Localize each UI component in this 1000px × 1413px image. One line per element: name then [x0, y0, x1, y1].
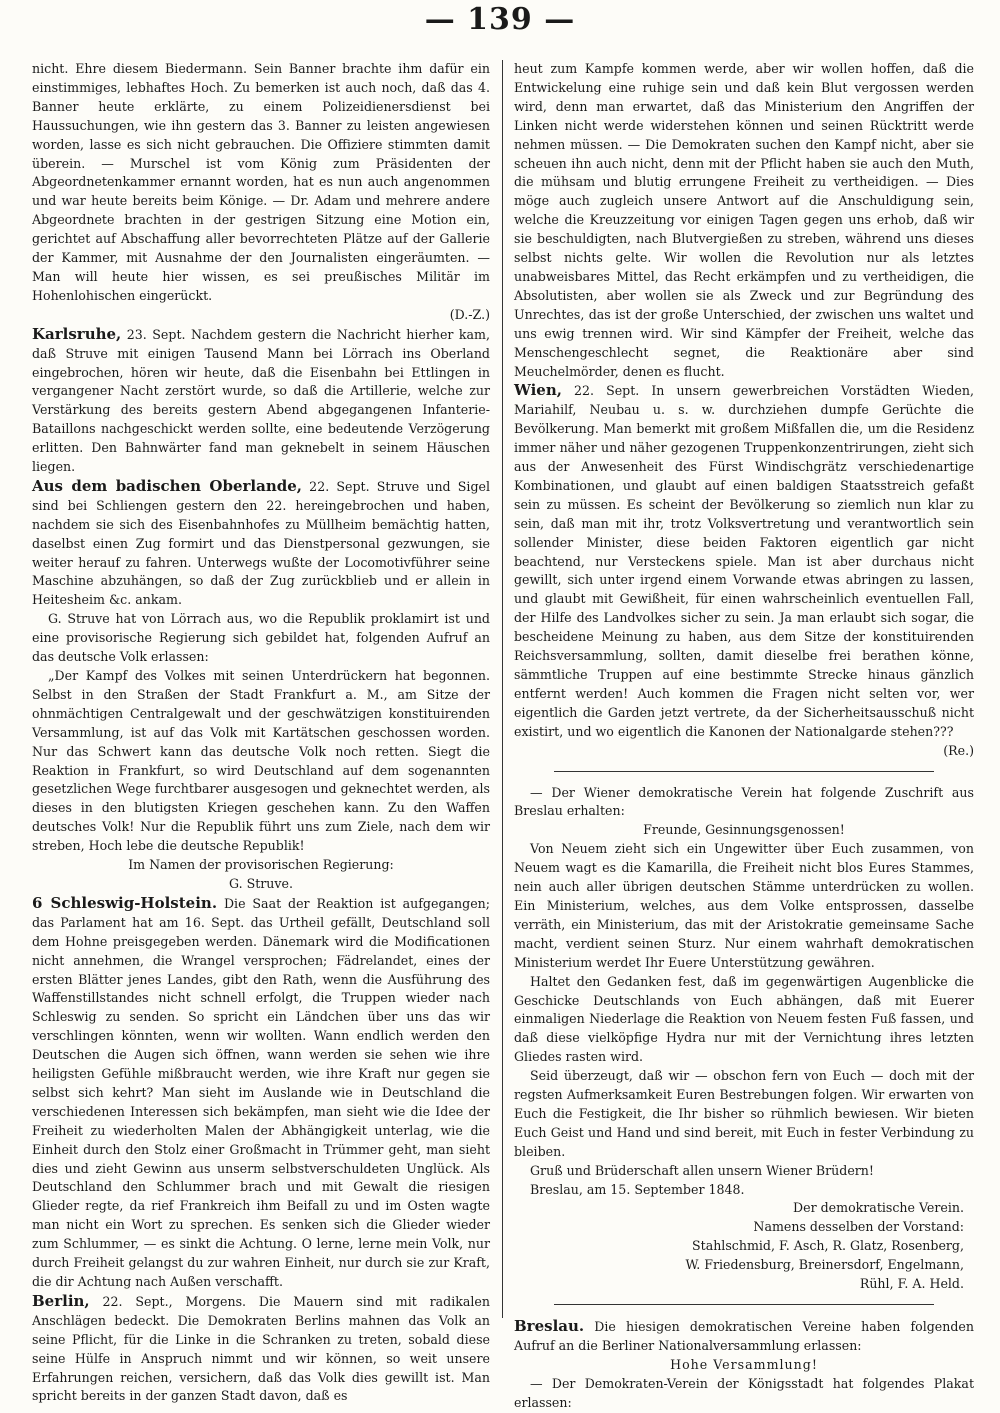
- article-paragraph: [514, 60, 974, 381]
- paragraph-text: Rühl, F. A. Held.: [859, 1276, 964, 1292]
- paragraph-text: heut zum Kampfe kommen werde, aber wir wollen hoffen, daß die Entwickelung eine ruhige sein und daß kein Blut vergossen werden wird, denn man erwartet, daß das Ministerium den Angriffen der Linken nicht werde widerstehen können und seinen Rücktritt werde nehmen müssen. — Die Demokraten suchen den Kampf nicht, aber sie scheuen ihn auch nicht, denn mit der Pflicht haben sie auch den Muth, die mühsam und blutig errungene Freiheit zu vertheidigen. — Dies möge auch zugleich unsere Antwort auf die Anschuldigung sein, welche die Kreuzzeitung vor einigen Tagen gegen uns erhob, daß wir sie beschuldigten, nach Blutvergießen zu streben, während uns dieses selbst nichts gelte. Wir wollen die Revolution nur als letztes unabweisbares Mittel, das Recht erkämpfen und zu vertheidigen, die Absolutisten, aber wollen sie als Zweck und zur Begründung des Unrechtes, das ist der große Unterschied, der zwischen uns waltet und uns ewig trennen wird. Wir sind Kämpfer der Freiheit, welche das Menschengeschlecht segnet, die Reaktionäre aber sind Meuchelmörder, denen es flucht.: [514, 61, 974, 379]
- article-paragraph: [32, 477, 490, 610]
- column-divider: [502, 60, 503, 1318]
- paragraph-text: Freunde, Gesinnungsgenossen!: [643, 822, 845, 838]
- article-paragraph: [514, 1356, 974, 1375]
- article-dateline: Karlsruhe,: [32, 324, 122, 343]
- article-paragraph: [32, 306, 490, 325]
- paragraph-text: G. Struve hat von Lörrach aus, wo die Republik proklamirt ist und eine provisorische Regierung sich gebildet hat, folgenden Aufruf an das deutsche Volk erlassen:: [32, 611, 490, 665]
- paragraph-text: G. Struve.: [228, 875, 293, 891]
- paragraph-text: 22. Sept. In unsern gewerbreichen Vorstädten Wieden, Mariahilf, Neubau u. s. w. durchziehen dumpfe Gerüchte die Bevölkerung. Man bemerkt mit großem Mißfallen die, um die Residenz immer näher und näher gezogenen Truppenkonzentrirungen, zieht sich aus der Anwesenheit des Fürst Windischgrätz verschiedenartige Kombinationen, und glaubt auf einen baldigen Staatsstreich gefaßt sein zu müssen. Es scheint der Bevölkerung so ziemlich nun klar zu sein, daß man mit ihr, trotz Volksvertretung und verantwortlich sein sollender Minister, diese beiden Faktoren eigentlich gar nicht beachtend, nur Versteckens spiele. Man ist aber durchaus nicht gewillt, sich unter irgend einem Vorwande etwas abringen zu lassen, und glaubt mit Gewißheit, für einen wahrscheinlich eventuellen Fall, der Hilfe des Landvolkes sicher zu sein. Ja man erlaubt sich sogar, die bescheidene Meinung zu haben, aus dem Sitze der konstituirenden Reichsversammlung, sollten, damit dieselbe frei berathen könne, sämmtliche Truppen auf eine bestimmte Strecke hinaus gänzlich entfernt werden! Auch kommen die Fragen nicht selten vor, wer eigentlich die Garden jetzt vertrete, da der Sicherheitsausschuß nicht existirt, und wo eigentlich die Kanonen der Nationalgarde stehen???: [514, 383, 974, 739]
- article-paragraph: [514, 973, 974, 1068]
- article-paragraph: [514, 1256, 974, 1275]
- article-dateline: Aus dem badischen Oberlande,: [32, 476, 302, 495]
- paragraph-text: Von Neuem zieht sich ein Ungewitter über Euch zusammen, von Neuem wagt es die Kamarilla, die Freiheit nicht blos Eures Stammes, nein auch aller übrigen deutschen Stämme unterdrücken zu wollen. Ein Ministerium, welches, aus dem Volke entsprossen, dasselbe verräth, ein Ministerium, das mit der Aristokratie gemeinsame Sache macht, verdient seinen Sturz. Nur einem wahrhaft demokratischen Ministerium werdet Ihr Euere Unterstützung gewähren.: [514, 841, 974, 970]
- article-paragraph: [32, 325, 490, 477]
- article-paragraph: [514, 1162, 974, 1181]
- article-paragraph: [514, 840, 974, 972]
- paragraph-text: (Re.): [943, 742, 974, 758]
- article-paragraph: [514, 784, 974, 822]
- paragraph-text: Breslau, am 15. September 1848.: [530, 1181, 745, 1197]
- article-paragraph: [32, 667, 490, 856]
- article-paragraph: [514, 821, 974, 840]
- paragraph-text: 22. Sept. Struve und Sigel sind bei Schliengen gestern den 22. hereingebrochen und haben, nachdem sie sich des Eisenbahnhofes zu Müllheim bemächtig hatten, daselbst einen Zug formirt und das Dienstpersonal gezwungen, sie weiter herauf zu fahren. Unterwegs wußte der Locomotivführer seine Maschine abzuhängen, so daß der Zug zurückblieb und er allein in Heitesheim &c. ankam.: [32, 478, 490, 608]
- article-paragraph: [32, 894, 490, 1292]
- paragraph-text: — Der Wiener demokratische Verein hat folgende Zuschrift aus Breslau erhalten:: [514, 784, 974, 819]
- paragraph-text: (D.-Z.): [449, 306, 490, 322]
- article-paragraph: [514, 1067, 974, 1162]
- article-paragraph: [32, 875, 490, 894]
- section-separator: [554, 771, 934, 772]
- left-column: [32, 60, 490, 1406]
- paragraph-text: Stahlschmid, F. Asch, R. Glatz, Rosenberg,: [692, 1238, 964, 1254]
- paragraph-text: 23. Sept. Nachdem gestern die Nachricht hierher kam, daß Struve mit einigen Tausend Mann bei Lörrach ins Oberland eingebrochen, hören wir heute, daß die Eisenbahn bei Ettlingen in vergangener Nacht zerstört wurde, so daß die Artillerie, welche zur Verstärkung des bereits gestern Abend abgegangenen Infanterie-Bataillons nachgeschickt werden sollte, eine bedeutende Verzögerung erlitten. Den Bahnwärter fand man geknebelt in seinem Häuschen liegen.: [32, 326, 490, 475]
- paragraph-text: Haltet den Gedanken fest, daß im gegenwärtigen Augenblicke die Geschicke Deutschlands von Euch abhängen, daß mit Euerer einmaligen Niederlage die Reaktion von Neuem festen Fuß fassen, und daß diese vielköpfige Hydra nur mit der Vernichtung ihres letzten Gliedes rasten wird.: [514, 973, 974, 1065]
- article-paragraph: [32, 1292, 490, 1406]
- article-paragraph: [514, 381, 974, 741]
- article-dateline: Wien,: [514, 381, 562, 400]
- article-paragraph: [514, 1218, 974, 1237]
- paragraph-text: „Der Kampf des Volkes mit seinen Unterdrückern hat begonnen. Selbst in den Straßen der Stadt Frankfurt a. M., am Sitze der ohnmächtigen Centralgewalt und der geschwätzigen konstituirenden Versammlung, ist auf das Volk mit Kartätschen geschossen worden. Nur das Schwert kann das deutsche Volk noch retten. Siegt die Reaktion in Frankfurt, so wird Deutschland auf dem sogenannten gesetzlichen Wege furchtbarer ausgesogen und geknechtet werden, als dieses in den blutigsten Kriegen geschehen kann. Zu den Waffen deutsches Volk! Nur die Republik führt uns zum Ziele, nach dem wir streben, Hoch lebe die deutsche Republik!: [32, 668, 490, 854]
- right-column: [514, 60, 974, 1413]
- page-number: — 139 —: [424, 2, 576, 37]
- article-dateline: Berlin,: [32, 1291, 90, 1310]
- article-dateline: Breslau.: [514, 1317, 585, 1335]
- paragraph-text: Namens desselben der Vorstand:: [753, 1219, 964, 1235]
- article-paragraph: [32, 856, 490, 875]
- paragraph-text: nicht. Ehre diesem Biedermann. Sein Banner brachte ihm dafür ein einstimmiges, lebhaftes Hoch. Zu bemerken ist auch noch, daß das 4. Banner heute erklärte, zu einem Polizeidienersdienst bei Haussuchungen, wie ihn gestern das 3. Banner zu leisten angewiesen worden, lasse es sich nicht gebrauchen. Die Offiziere stimmten damit überein. — Murschel ist vom König zum Präsidenten der Abgeordnetenkammer ernannt worden, hat es nun auch angenommen und war heute bereits beim Könige. — Dr. Adam und mehrere andere Abgeordnete brachten in der gestrigen Sitzung eine Motion ein, gerichtet auf Abschaffung aller bevorrechteten Plätze auf der Gallerie der Kammer, mit Ausnahme der den Journalisten eingeräumten. — Man will heute hier wissen, es sei preußisches Militär im Hohenlohischen eingerückt.: [32, 61, 490, 303]
- paragraph-text: Der demokratische Verein.: [793, 1200, 964, 1216]
- paragraph-text: Hohe Versammlung!: [670, 1356, 818, 1372]
- paragraph-text: — Der Demokraten-Verein der Königsstadt hat folgendes Plakat erlassen:: [514, 1375, 974, 1410]
- paragraph-text: Im Namen der provisorischen Regierung:: [128, 857, 394, 873]
- article-paragraph: [514, 742, 974, 761]
- article-paragraph: [32, 60, 490, 306]
- article-paragraph: [32, 610, 490, 667]
- paragraph-text: Die hiesigen demokratischen Vereine haben folgenden Aufruf an die Berliner Nationalversammlung erlassen:: [514, 1319, 974, 1353]
- article-paragraph: [514, 1181, 974, 1200]
- paragraph-text: Gruß und Brüderschaft allen unsern Wiener Brüdern!: [530, 1162, 874, 1178]
- article-paragraph: [514, 1375, 974, 1413]
- paragraph-text: Die Saat der Reaktion ist aufgegangen; das Parlament hat am 16. Sept. das Urtheil gefällt, Deutschland soll dem Hohne preisgegeben werden. Dänemark wird die Modificationen nicht annehmen, die Wrangel versprochen; Fädrelandet, eines der ersten Blätter jenes Landes, gibt den Rath, wenn die Ausführung des Waffenstillstandes nicht schnell erfolgt, die Truppen wieder nach Schleswig zu senden. So spricht ein Ländchen über uns das wir verschlingen könnten, wenn wir wollten. Wann endlich werden den Deutschen die Augen sich öffnen, wann werden sie sehen wie ihre heiligsten Gefühle mißbraucht werden, wie ihre Kraft nur gegen sie selbst sich kehrt? Man sieht im Auslande wie in Deutschland die verschiedenen Interessen sich bekämpfen, man sieht wie die Idee der Freiheit zu wiederholten Malen der Abhängigkeit unterlag, wie die Einheit durch den Stolz einer Großmacht in Trümmer geht, man sieht dies und zieht Gewinn aus unserm selbstverschuldeten Unglück. Als Deutschland den Schlummer brach und mit Gewalt die riesigen Glieder regte, da rief Frankreich ihm Beifall zu und im Osten wagte man nicht ein Wort zu sprechen. Es senken sich die Glieder wieder zum Schlummer, — es sinkt die Achtung. O lerne, lerne mein Volk, nur durch Freiheit gelangst du zur wahren Einheit, nur durch sie zur Kraft, die dir Achtung nach Außen verschafft.: [32, 895, 490, 1289]
- article-dateline: 6 Schleswig-Holstein.: [32, 893, 218, 912]
- section-separator: [554, 1304, 934, 1305]
- paragraph-text: W. Friedensburg, Breinersdorf, Engelmann,: [685, 1257, 964, 1273]
- article-paragraph: [514, 1275, 974, 1294]
- paragraph-text: 22. Sept., Morgens. Die Mauern sind mit radikalen Anschlägen bedeckt. Die Demokraten Berlins mahnen das Volk an seine Pflicht, für die Linke in die Schranken zu treten, sobald diese seine Hülfe in Anspruch nimmt und wir können, so weit unsere Erfahrungen reichen, versichern, daß das Volk dies gewillt ist. Man spricht bereits in der ganzen Stadt davon, daß es: [32, 1293, 490, 1404]
- article-paragraph: [514, 1199, 974, 1218]
- article-paragraph: [514, 1237, 974, 1256]
- paragraph-text: Seid überzeugt, daß wir — obschon fern von Euch — doch mit der regsten Aufmerksamkeit Euren Bestrebungen folgen. Wir erwarten von Euch die Festigkeit, die Ihr bisher so rühmlich bewiesen. Wir bieten Euch Geist und Hand und sind bereit, mit Euch in fester Verbindung zu bleiben.: [514, 1068, 974, 1159]
